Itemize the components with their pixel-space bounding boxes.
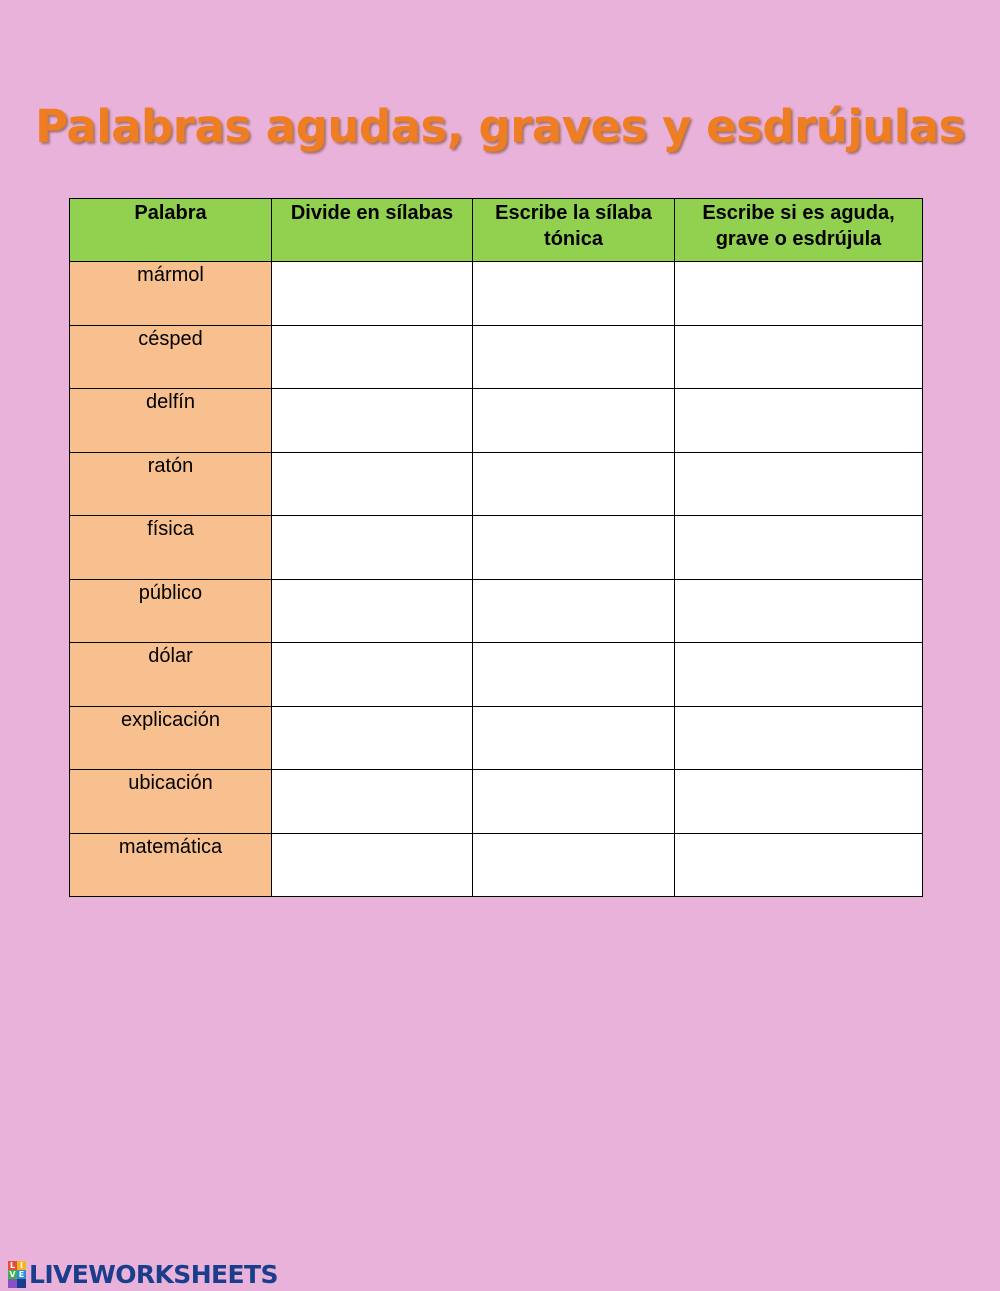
liveworksheets-logo-icon — [8, 1261, 26, 1288]
tonic-syllable-answer-cell[interactable] — [473, 452, 675, 516]
word-type-answer-cell[interactable] — [675, 770, 923, 834]
word-type-answer-cell[interactable] — [675, 262, 923, 326]
table-header-row — [70, 199, 923, 262]
table-row — [70, 389, 923, 453]
word-type-answer-cell[interactable] — [675, 389, 923, 453]
syllables-answer-cell[interactable] — [272, 262, 473, 326]
header-tipo-palabra: Escribe si es aguda, grave o esdrújula — [675, 199, 923, 262]
syllables-answer-cell[interactable] — [272, 516, 473, 580]
logo-mark-square — [8, 1279, 17, 1288]
word-cell: física — [70, 516, 272, 580]
logo-mark-square: L — [9, 1260, 16, 1270]
logo-mark-square: E — [18, 1269, 25, 1279]
table-row — [70, 706, 923, 770]
tonic-syllable-answer-cell[interactable] — [473, 770, 675, 834]
word-type-answer-cell[interactable] — [675, 325, 923, 389]
syllables-answer-cell[interactable] — [272, 452, 473, 516]
logo-mark-square: I — [17, 1261, 26, 1270]
tonic-syllable-answer-cell[interactable] — [473, 579, 675, 643]
word-cell: mármol — [70, 262, 272, 326]
logo-mark-square: V — [9, 1269, 16, 1279]
page-title: Palabras agudas, graves y esdrújulas — [35, 100, 965, 153]
syllables-answer-cell[interactable] — [272, 325, 473, 389]
tonic-syllable-answer-cell[interactable] — [473, 262, 675, 326]
word-type-answer-cell[interactable] — [675, 452, 923, 516]
table-row — [70, 770, 923, 834]
word-cell: césped — [70, 325, 272, 389]
tonic-syllable-answer-cell[interactable] — [473, 643, 675, 707]
word-type-answer-cell[interactable] — [675, 833, 923, 897]
liveworksheets-logo — [8, 1261, 278, 1287]
word-cell: delfín — [70, 389, 272, 453]
tonic-syllable-answer-cell[interactable] — [473, 389, 675, 453]
word-cell: público — [70, 579, 272, 643]
syllables-answer-cell[interactable] — [272, 389, 473, 453]
tonic-syllable-answer-cell[interactable] — [473, 516, 675, 580]
header-divide-silabas: Divide en sílabas — [272, 199, 473, 262]
word-cell: matemática — [70, 833, 272, 897]
table-row — [70, 579, 923, 643]
table-row — [70, 452, 923, 516]
word-type-answer-cell[interactable] — [675, 516, 923, 580]
worksheet-table — [69, 198, 923, 897]
tonic-syllable-answer-cell[interactable] — [473, 706, 675, 770]
liveworksheets-logo-text: LIVEWORKSHEETS — [29, 1259, 278, 1289]
table-row — [70, 516, 923, 580]
word-type-answer-cell[interactable] — [675, 579, 923, 643]
word-cell: ubicación — [70, 770, 272, 834]
word-cell: ratón — [70, 452, 272, 516]
syllables-answer-cell[interactable] — [272, 833, 473, 897]
syllables-answer-cell[interactable] — [272, 770, 473, 834]
logo-mark-square — [17, 1279, 26, 1288]
table-row — [70, 643, 923, 707]
word-cell: explicación — [70, 706, 272, 770]
table-row — [70, 833, 923, 897]
header-silaba-tonica: Escribe la sílaba tónica — [473, 199, 675, 262]
tonic-syllable-answer-cell[interactable] — [473, 325, 675, 389]
tonic-syllable-answer-cell[interactable] — [473, 833, 675, 897]
word-cell: dólar — [70, 643, 272, 707]
header-palabra: Palabra — [70, 199, 272, 262]
word-type-answer-cell[interactable] — [675, 706, 923, 770]
table-row — [70, 325, 923, 389]
syllables-answer-cell[interactable] — [272, 643, 473, 707]
syllables-answer-cell[interactable] — [272, 706, 473, 770]
word-type-answer-cell[interactable] — [675, 643, 923, 707]
syllables-answer-cell[interactable] — [272, 579, 473, 643]
table-row — [70, 262, 923, 326]
